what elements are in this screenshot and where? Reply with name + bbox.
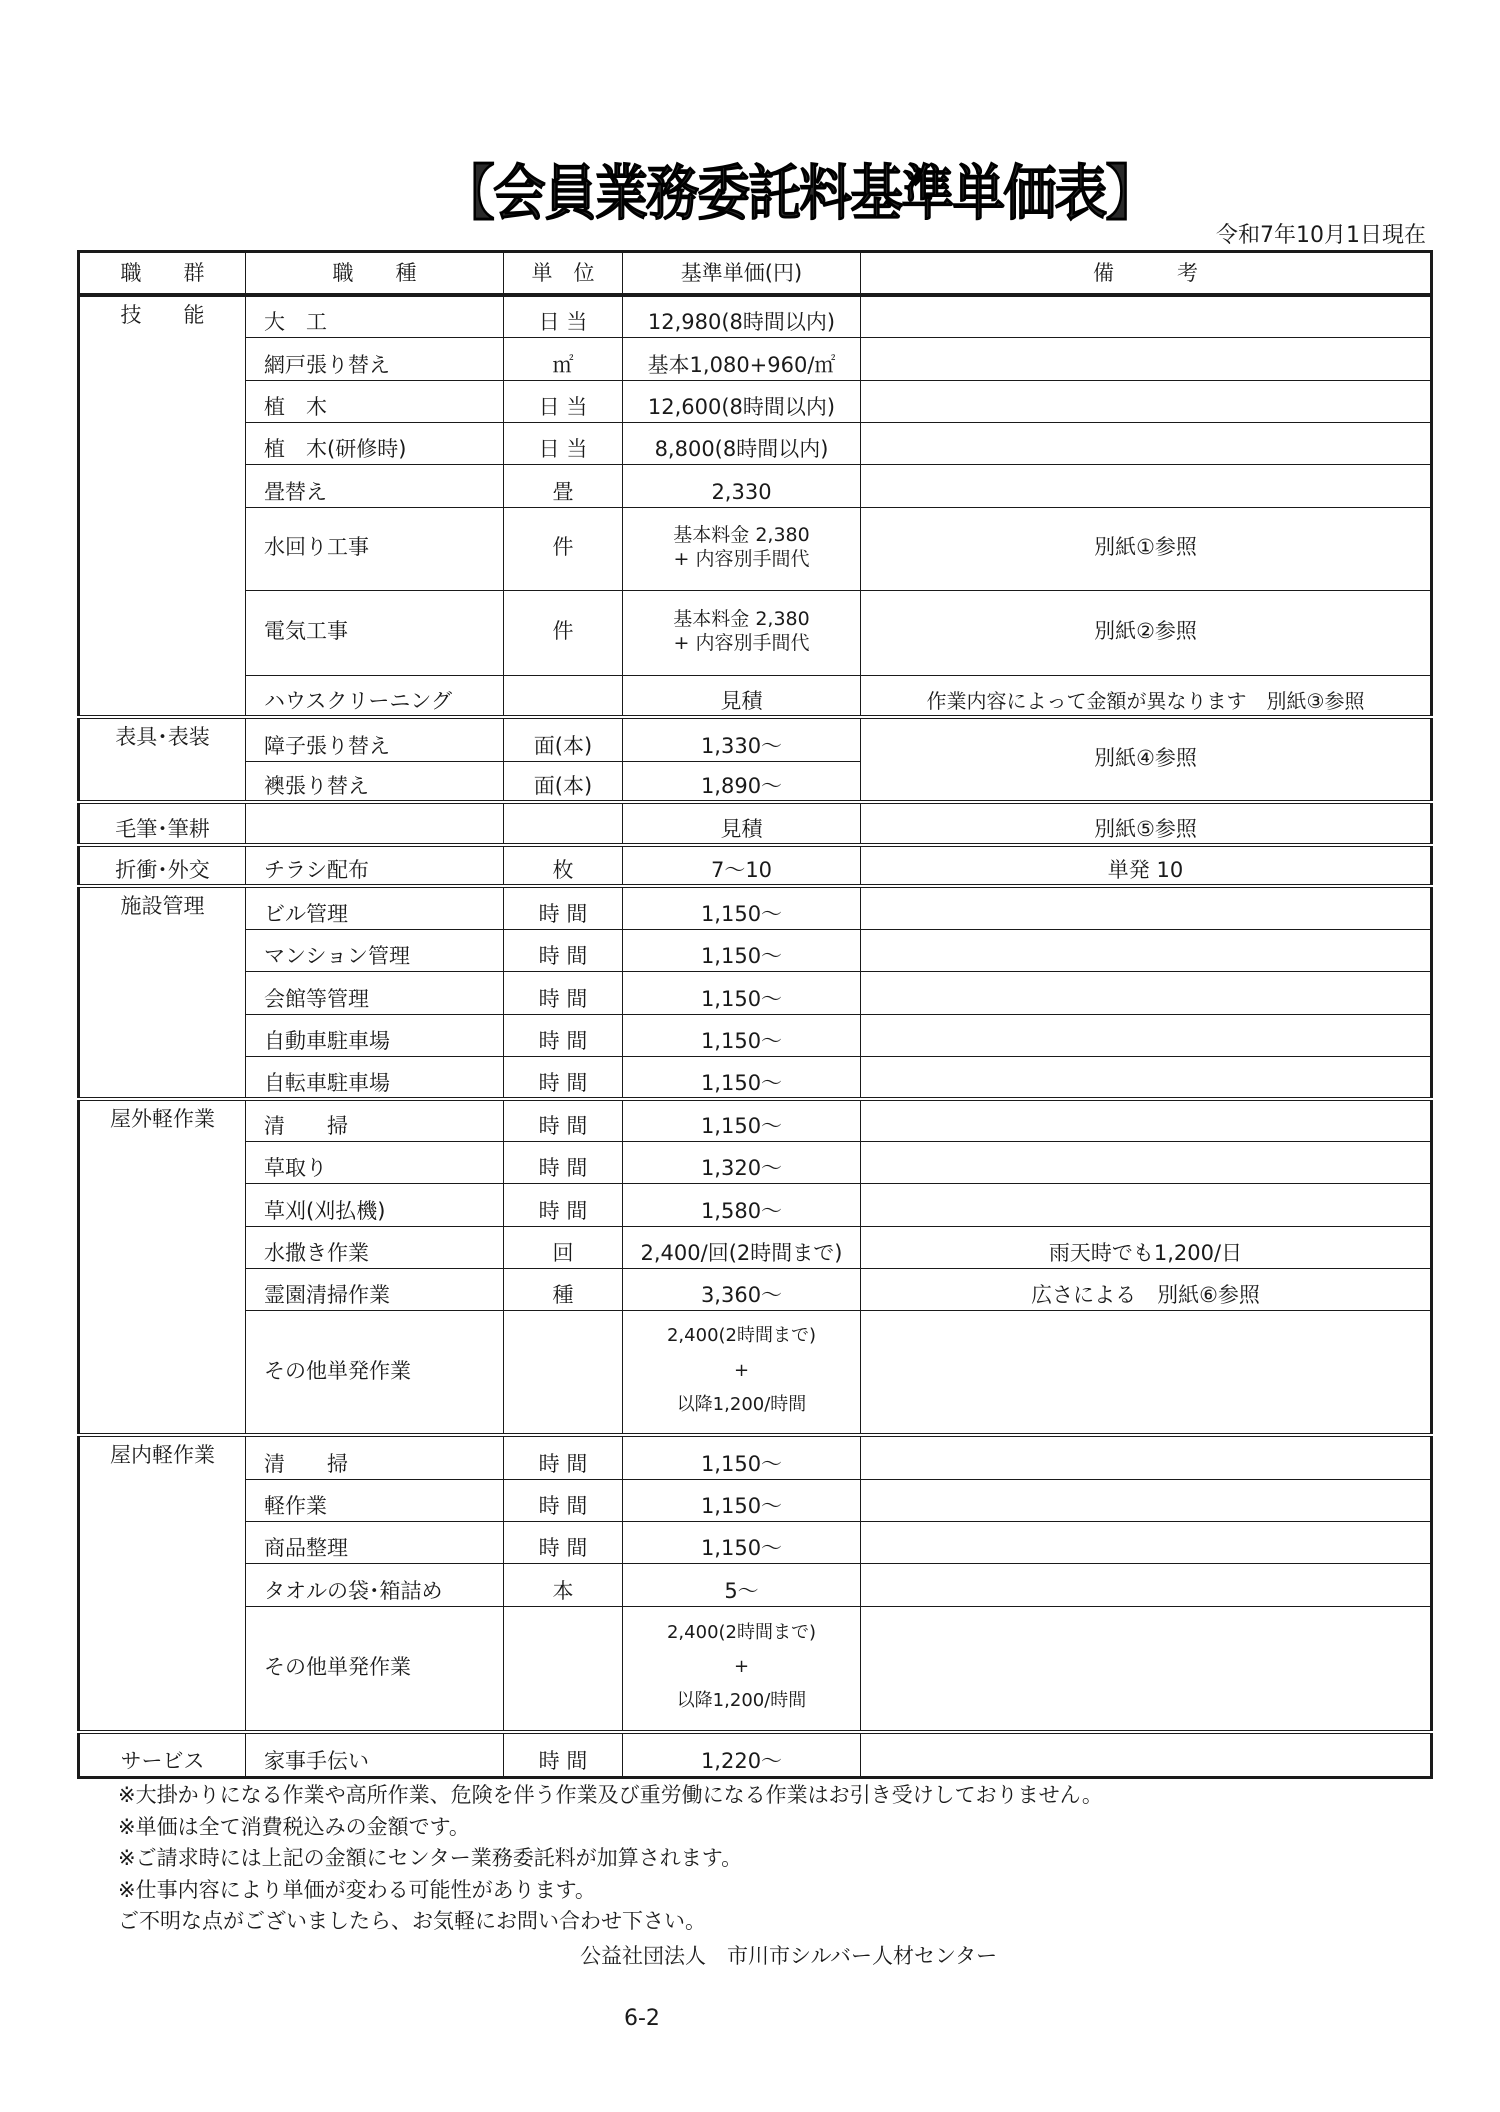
job-price: 5～ <box>623 1563 861 1606</box>
job-unit: 時 間 <box>504 1014 623 1056</box>
header-job-type: 職 種 <box>246 252 504 296</box>
job-unit: 時 間 <box>504 1435 623 1479</box>
price-line: 基本料金 2,380 <box>673 523 810 546</box>
job-price: 1,580～ <box>623 1183 861 1226</box>
job-price: 1,890～ <box>623 761 861 802</box>
job-price: 1,150～ <box>623 1099 861 1141</box>
job-price: 1,220～ <box>623 1732 861 1777</box>
job-note <box>861 422 1432 464</box>
job-unit: 日 当 <box>504 422 623 464</box>
job-note <box>861 1435 1432 1479</box>
job-unit: 件 <box>504 590 623 675</box>
group-label: 技 能 <box>79 295 246 717</box>
job-unit: 面(本) <box>504 761 623 802</box>
job-name: 草取り <box>246 1141 504 1183</box>
job-name: 商品整理 <box>246 1521 504 1563</box>
price-line: 以降1,200/時間 <box>676 1690 807 1712</box>
job-note <box>861 1606 1432 1732</box>
job-unit: 本 <box>504 1563 623 1606</box>
job-price: 見積 <box>623 675 861 717</box>
table-row <box>79 1435 1432 1479</box>
table-row <box>79 590 1432 675</box>
job-note <box>861 1479 1432 1521</box>
job-unit: 時 間 <box>504 1479 623 1521</box>
table-row <box>79 1606 1432 1732</box>
table-row <box>79 380 1432 422</box>
table-row <box>79 1732 1432 1777</box>
price-line: + <box>733 1359 750 1381</box>
price-line: + 内容別手間代 <box>673 547 810 570</box>
job-price: 1,150～ <box>623 1056 861 1099</box>
table-row <box>79 971 1432 1014</box>
job-price: 1,150～ <box>623 886 861 929</box>
job-note: 別紙②参照 <box>861 590 1432 675</box>
job-unit: 時 間 <box>504 886 623 929</box>
job-price <box>623 507 861 590</box>
job-name: 自転車駐車場 <box>246 1056 504 1099</box>
job-name: 草刈(刈払機) <box>246 1183 504 1226</box>
job-name: その他単発作業 <box>246 1310 504 1435</box>
table-row <box>79 1521 1432 1563</box>
unit-price-table <box>77 250 1433 1779</box>
job-note <box>861 971 1432 1014</box>
job-price <box>623 1310 861 1435</box>
job-unit <box>504 1606 623 1732</box>
table-row <box>79 1099 1432 1141</box>
table-row <box>79 717 1432 761</box>
job-unit: 時 間 <box>504 1521 623 1563</box>
job-note <box>861 1310 1432 1435</box>
table-row <box>79 1183 1432 1226</box>
job-unit: 面(本) <box>504 717 623 761</box>
job-name: 襖張り替え <box>246 761 504 802</box>
as-of-date: 令和7年10月1日現在 <box>1216 223 1426 248</box>
table-row <box>79 929 1432 971</box>
job-price: 1,150～ <box>623 1435 861 1479</box>
table-row <box>79 886 1432 929</box>
footnote: ※大掛かりになる作業や高所作業、危険を伴う作業及び重労働になる作業はお引き受けしておりません。 <box>118 1783 1103 1807</box>
job-note <box>861 1563 1432 1606</box>
job-price: 1,330～ <box>623 717 861 761</box>
job-unit: 時 間 <box>504 1056 623 1099</box>
job-note <box>861 464 1432 507</box>
job-unit: 時 間 <box>504 971 623 1014</box>
job-note <box>861 337 1432 380</box>
job-price <box>623 1606 861 1732</box>
group-label: 折衝･外交 <box>79 845 246 886</box>
table-row <box>79 507 1432 590</box>
job-note: 作業内容によって金額が異なります 別紙③参照 <box>861 675 1432 717</box>
price-line: 2,400(2時間まで) <box>666 1325 817 1347</box>
job-name: 水回り工事 <box>246 507 504 590</box>
job-note: 単発 10 <box>861 845 1432 886</box>
job-note <box>861 1141 1432 1183</box>
table-row <box>79 1056 1432 1099</box>
table-row <box>79 422 1432 464</box>
header-unit: 単 位 <box>504 252 623 296</box>
price-line: 以降1,200/時間 <box>676 1393 807 1415</box>
job-unit: 日 当 <box>504 295 623 337</box>
table-header-row <box>79 252 1432 296</box>
job-note: 広さによる 別紙⑥参照 <box>861 1268 1432 1310</box>
job-price: 1,320～ <box>623 1141 861 1183</box>
table-row <box>79 1141 1432 1183</box>
footnote: ※単価は全て消費税込みの金額です。 <box>118 1814 470 1839</box>
job-name: 植 木 <box>246 380 504 422</box>
job-note <box>861 929 1432 971</box>
job-price: 1,150～ <box>623 929 861 971</box>
job-name: 軽作業 <box>246 1479 504 1521</box>
job-price: 1,150～ <box>623 971 861 1014</box>
group-label: 屋内軽作業 <box>79 1435 246 1732</box>
header-job-group: 職 群 <box>79 252 246 296</box>
job-price: 1,150～ <box>623 1521 861 1563</box>
table-row <box>79 1310 1432 1435</box>
job-unit: ㎡ <box>504 337 623 380</box>
job-unit: 回 <box>504 1226 623 1268</box>
job-unit: 時 間 <box>504 1141 623 1183</box>
job-name: マンション管理 <box>246 929 504 971</box>
table-row <box>79 337 1432 380</box>
job-price: 7～10 <box>623 845 861 886</box>
job-note: 別紙①参照 <box>861 507 1432 590</box>
job-note <box>861 1056 1432 1099</box>
job-name: 畳替え <box>246 464 504 507</box>
job-price: 1,150～ <box>623 1014 861 1056</box>
job-price: 基本1,080+960/㎡ <box>623 337 861 380</box>
job-unit: 時 間 <box>504 1099 623 1141</box>
page-title: 【会員業務委託料基準単価表】 <box>442 159 1157 229</box>
job-name: タオルの袋･箱詰め <box>246 1563 504 1606</box>
job-name: 植 木(研修時) <box>246 422 504 464</box>
job-unit: 枚 <box>504 845 623 886</box>
price-line: 2,400(2時間まで) <box>666 1621 817 1643</box>
job-name: 網戸張り替え <box>246 337 504 380</box>
job-name: 自動車駐車場 <box>246 1014 504 1056</box>
table-row <box>79 845 1432 886</box>
group-label: 毛筆･筆耕 <box>79 802 246 845</box>
job-price: 3,360～ <box>623 1268 861 1310</box>
job-name: その他単発作業 <box>246 1606 504 1732</box>
job-note <box>861 1732 1432 1777</box>
job-unit: 畳 <box>504 464 623 507</box>
footnote: ※ご請求時には上記の金額にセンター業務委託料が加算されます。 <box>118 1846 743 1870</box>
job-note <box>861 1183 1432 1226</box>
job-price: 8,800(8時間以内) <box>623 422 861 464</box>
job-note: 別紙⑤参照 <box>861 802 1432 845</box>
job-name: ビル管理 <box>246 886 504 929</box>
job-unit: 件 <box>504 507 623 590</box>
job-note: 雨天時でも1,200/日 <box>861 1226 1432 1268</box>
job-note <box>861 1014 1432 1056</box>
table-row <box>79 675 1432 717</box>
job-name: 霊園清掃作業 <box>246 1268 504 1310</box>
organization-name: 公益社団法人 市川市シルバー人材センター <box>580 1944 998 1968</box>
table-row <box>79 802 1432 845</box>
job-unit: 時 間 <box>504 1732 623 1777</box>
job-note <box>861 295 1432 337</box>
header-base-price: 基準単価(円) <box>623 252 861 296</box>
price-line: + 内容別手間代 <box>673 631 810 654</box>
table-row <box>79 464 1432 507</box>
job-name: 障子張り替え <box>246 717 504 761</box>
job-name: 大 工 <box>246 295 504 337</box>
job-note <box>861 1099 1432 1141</box>
page-number: 6-2 <box>624 2006 660 2031</box>
job-note <box>861 380 1432 422</box>
job-name <box>246 802 504 845</box>
footnotes <box>118 1780 1103 1938</box>
job-name: 清 掃 <box>246 1099 504 1141</box>
group-label: サービス <box>79 1732 246 1777</box>
job-unit <box>504 802 623 845</box>
footnote: ご不明な点がございましたら、お気軽にお問い合わせ下さい。 <box>118 1909 706 1933</box>
job-price: 12,600(8時間以内) <box>623 380 861 422</box>
job-price <box>623 590 861 675</box>
job-price: 1,150～ <box>623 1479 861 1521</box>
table-row <box>79 1014 1432 1056</box>
table-row <box>79 1226 1432 1268</box>
job-name: 電気工事 <box>246 590 504 675</box>
header-remarks: 備 考 <box>861 252 1432 296</box>
job-name: ハウスクリーニング <box>246 675 504 717</box>
group-label: 表具･表装 <box>79 717 246 802</box>
table-row <box>79 1479 1432 1521</box>
job-name: 水撒き作業 <box>246 1226 504 1268</box>
job-unit: 種 <box>504 1268 623 1310</box>
job-name: 家事手伝い <box>246 1732 504 1777</box>
job-note <box>861 886 1432 929</box>
job-price: 見積 <box>623 802 861 845</box>
table-row <box>79 1268 1432 1310</box>
job-name: チラシ配布 <box>246 845 504 886</box>
group-label: 屋外軽作業 <box>79 1099 246 1435</box>
job-unit: 時 間 <box>504 1183 623 1226</box>
job-name: 清 掃 <box>246 1435 504 1479</box>
job-note: 別紙④参照 <box>861 717 1432 802</box>
job-note <box>861 1521 1432 1563</box>
table-row <box>79 1563 1432 1606</box>
job-price: 2,400/回(2時間まで) <box>623 1226 861 1268</box>
job-price: 12,980(8時間以内) <box>623 295 861 337</box>
job-unit: 時 間 <box>504 929 623 971</box>
price-line: + <box>733 1656 750 1678</box>
price-line: 基本料金 2,380 <box>673 607 810 630</box>
job-unit <box>504 1310 623 1435</box>
group-label: 施設管理 <box>79 886 246 1099</box>
footnote: ※仕事内容により単価が変わる可能性があります。 <box>118 1877 596 1902</box>
job-price: 2,330 <box>623 464 861 507</box>
table-row <box>79 295 1432 337</box>
job-unit: 日 当 <box>504 380 623 422</box>
job-unit <box>504 675 623 717</box>
job-name: 会館等管理 <box>246 971 504 1014</box>
